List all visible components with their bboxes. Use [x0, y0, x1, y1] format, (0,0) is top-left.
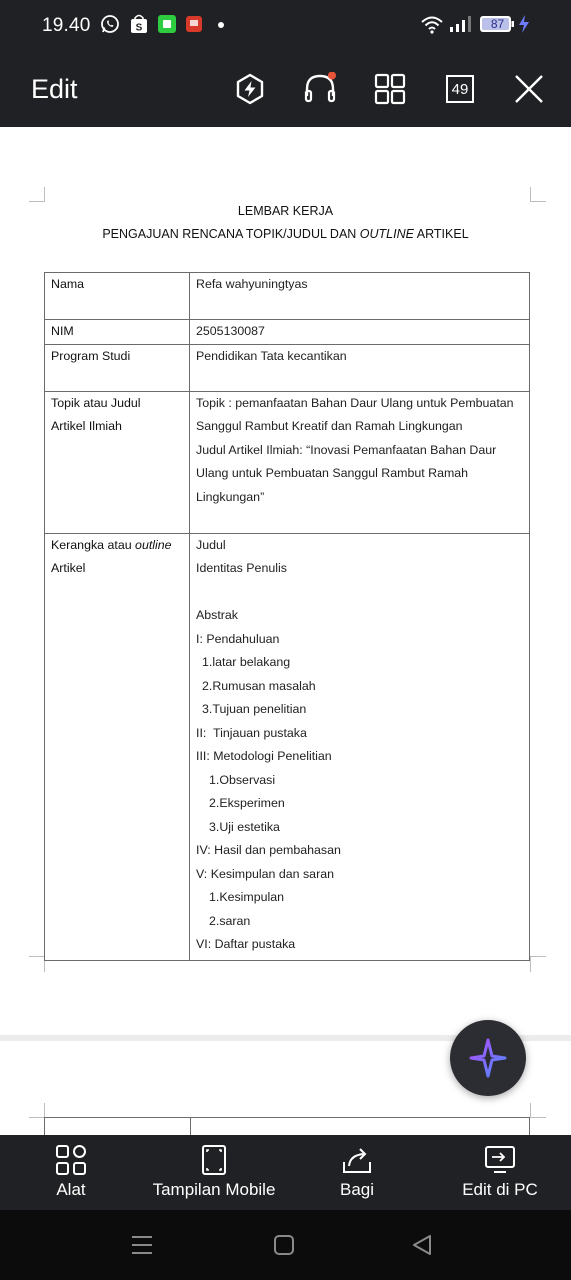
close-button[interactable] [512, 72, 546, 106]
mobile-view-icon [198, 1144, 230, 1176]
label-nama: Nama [45, 273, 190, 320]
signal-icon [448, 14, 474, 34]
listen-button[interactable] [303, 72, 337, 106]
quick-tools-button[interactable] [233, 72, 267, 106]
app-red-icon [185, 14, 203, 34]
crop-mark [530, 1103, 531, 1118]
tampilan-mobile-label: Tampilan Mobile [152, 1180, 276, 1199]
bagi-label: Bagi [339, 1180, 375, 1199]
grid-view-button[interactable] [373, 72, 407, 106]
crop-mark [530, 1117, 546, 1118]
crop-mark [29, 1117, 44, 1118]
close-icon [513, 73, 545, 105]
next-page-table [44, 1117, 530, 1135]
value-kerangka: Judul Identitas Penulis Abstrak I: Pendahuluan 1.latar belakang 2.Rumusan masalah 3.Tujuan penelitian II: Tinjauan pustaka III: Metodologi Penelitian 1.Observasi 2.Eksperimen 3.Uji estetika IV: Hasil dan pembahasan V: Kesimpulan dan saran 1.Kesimpulan 2.saran VI: Daftar pustaka [190, 533, 530, 960]
table-row [45, 320, 530, 345]
editor-toolbar [0, 50, 571, 127]
value-program-studi: Pendidikan Tata kecantikan [190, 344, 530, 391]
crop-mark [530, 956, 531, 972]
crop-mark [44, 187, 45, 202]
wifi-icon [420, 14, 444, 34]
label-kerangka: Kerangka atau outline Artikel [45, 533, 190, 960]
alat-label: Alat [56, 1180, 86, 1199]
value-nim: 2505130087 [190, 320, 530, 345]
submission-table [44, 272, 530, 961]
table-row [45, 344, 530, 391]
crop-mark [530, 956, 546, 957]
crop-mark [530, 187, 531, 202]
tabs-count-button[interactable] [443, 72, 477, 106]
battery-level: 87 [490, 17, 505, 31]
label-topik: Topik atau Judul Artikel Ilmiah [45, 391, 190, 533]
label-nim: NIM [45, 320, 190, 345]
headphones-icon [303, 72, 337, 106]
shopping-bag-icon [130, 14, 148, 34]
recent-apps-icon[interactable] [131, 1235, 153, 1255]
system-navigation-bar [0, 1210, 571, 1280]
status-bar [0, 0, 571, 50]
document-view[interactable] [0, 127, 571, 1135]
document-heading: LEMBAR KERJA [237, 204, 334, 218]
table-row [45, 391, 530, 533]
tampilan-mobile-button[interactable] [139, 1135, 289, 1210]
crop-mark [29, 201, 44, 202]
tools-icon [55, 1144, 87, 1176]
label-program-studi: Program Studi [45, 344, 190, 391]
charging-bolt-icon [517, 14, 531, 34]
svg-text:S: S [135, 22, 143, 34]
ai-assistant-button[interactable] [450, 1020, 526, 1096]
whatsapp-icon [100, 14, 120, 34]
page-count-badge: 49 [446, 75, 474, 103]
bagi-button[interactable] [327, 1135, 387, 1210]
lightning-hexagon-icon [234, 73, 266, 105]
back-icon[interactable] [411, 1234, 433, 1256]
app-green-icon [157, 14, 177, 34]
bottom-action-bar [0, 1135, 571, 1210]
value-topik: Topik : pemanfaatan Bahan Daur Ulang untuk Pembuatan Sanggul Rambut Kreatif dan Ramah Lingkungan Judul Artikel Ilmiah: “Inovasi Pemanfaatan Bahan Daur Ulang untuk Pembuatan Sanggul Rambut Ramah Lingkungan” [190, 391, 530, 533]
share-icon [341, 1144, 373, 1176]
document-subheading: PENGAJUAN RENCANA TOPIK/JUDUL DAN OUTLINE ARTIKEL [102, 227, 469, 241]
alat-button[interactable] [41, 1135, 101, 1210]
status-time: 19.40 [42, 15, 91, 36]
desktop-icon [484, 1144, 516, 1176]
toolbar-title: Edit [31, 74, 78, 104]
crop-mark [530, 201, 546, 202]
grid-icon [374, 73, 406, 105]
sparkle-icon [466, 1036, 510, 1080]
notification-dot-icon [216, 14, 226, 34]
edit-di-pc-button[interactable] [455, 1135, 545, 1210]
crop-mark [44, 1103, 45, 1118]
table-divider [190, 1118, 191, 1135]
value-nama: Refa wahyuningtyas [190, 273, 530, 320]
edit-di-pc-label: Edit di PC [462, 1180, 538, 1199]
home-icon[interactable] [273, 1234, 295, 1256]
table-row [45, 273, 530, 320]
crop-mark [29, 956, 44, 957]
table-row [45, 533, 530, 960]
